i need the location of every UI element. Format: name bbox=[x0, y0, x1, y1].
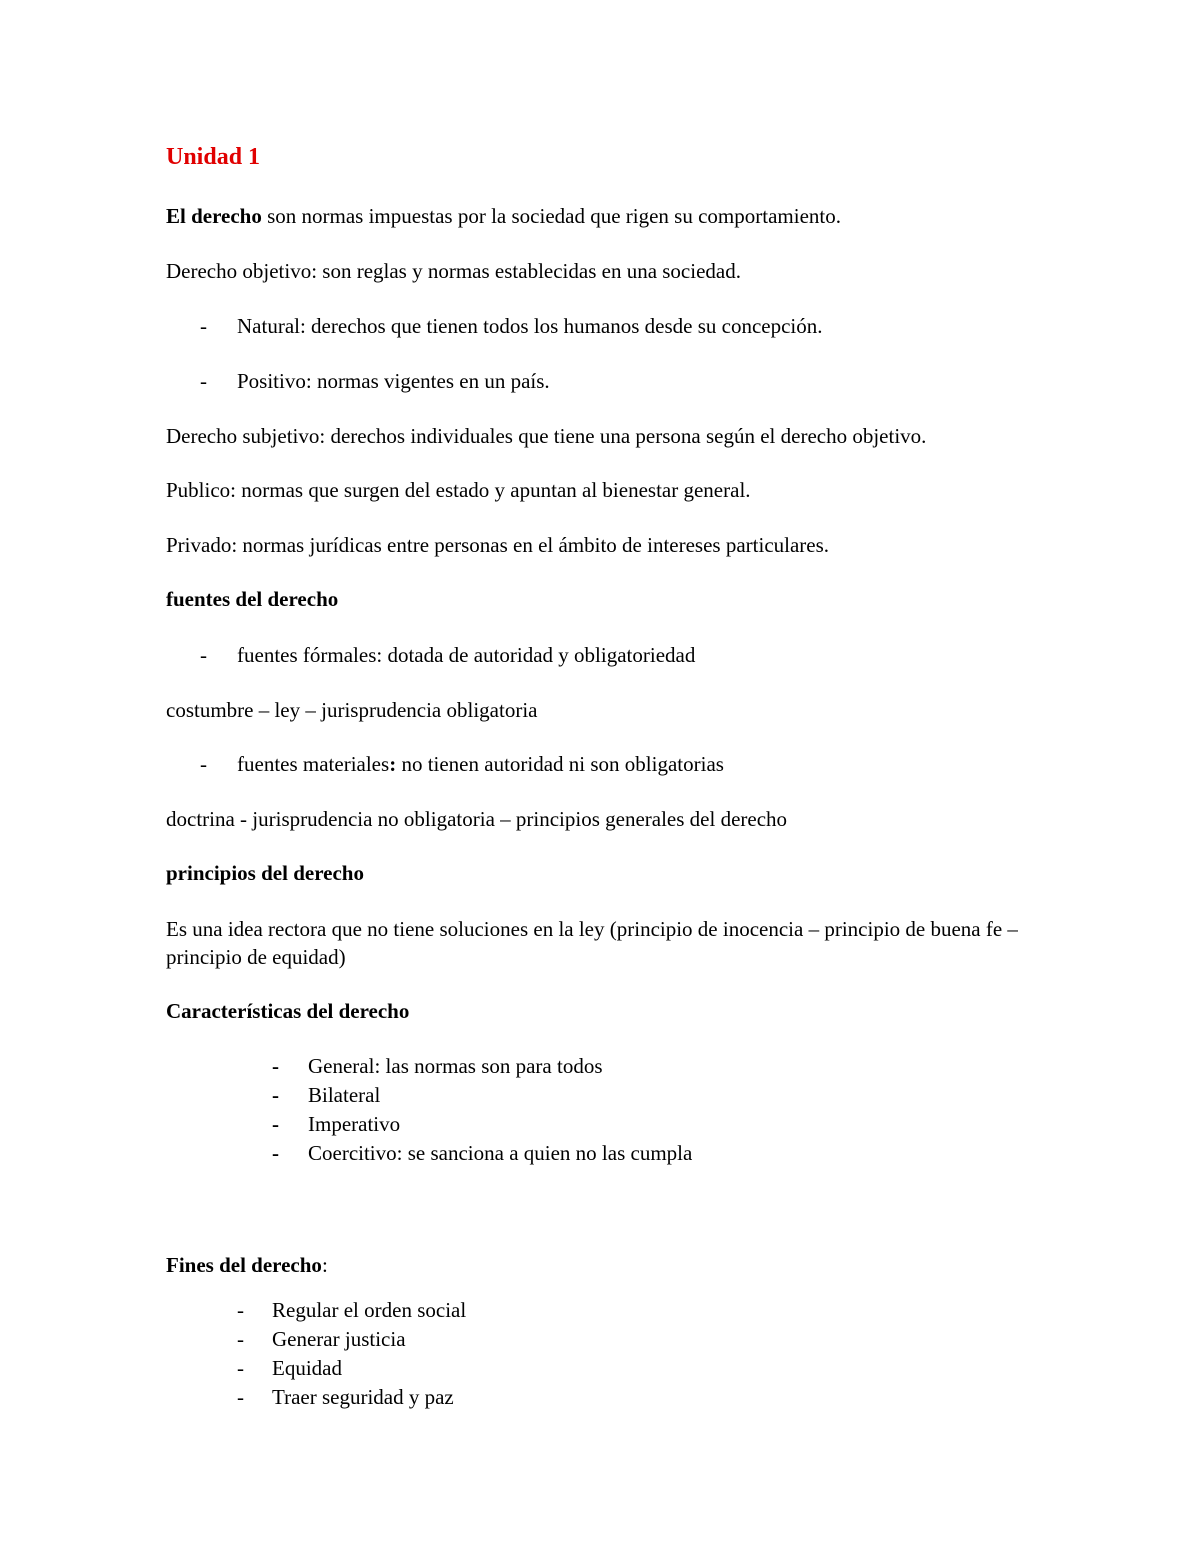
heading-fines bbox=[166, 1251, 328, 1279]
heading-fines-colon: : bbox=[321, 1253, 328, 1277]
dash-bullet: - bbox=[237, 1327, 244, 1351]
list-item-text: Imperativo bbox=[308, 1112, 401, 1136]
list-item-text: Bilateral bbox=[308, 1083, 381, 1107]
list-item-text: fuentes fórmales: dotada de autoridad y obligatoriedad bbox=[237, 643, 696, 667]
heading-caracteristicas: Características del derecho bbox=[166, 999, 410, 1023]
paragraph-publico: Publico: normas que surgen del estado y apuntan al bienestar general. bbox=[166, 478, 751, 502]
dash-bullet: - bbox=[200, 752, 207, 776]
list-item-text: Traer seguridad y paz bbox=[272, 1385, 454, 1409]
dash-bullet: - bbox=[272, 1083, 279, 1107]
dash-bullet: - bbox=[237, 1298, 244, 1322]
heading-principios: principios del derecho bbox=[166, 861, 364, 885]
dash-bullet: - bbox=[200, 643, 207, 667]
list-item-text: Regular el orden social bbox=[272, 1298, 467, 1322]
fuentes-materiales-colon: : bbox=[389, 752, 397, 776]
list-item-text: General: las normas son para todos bbox=[308, 1054, 603, 1078]
dash-bullet: - bbox=[200, 314, 207, 338]
dash-bullet: - bbox=[237, 1385, 244, 1409]
list-item-text bbox=[237, 750, 724, 778]
heading-fines-label: Fines del derecho bbox=[166, 1253, 322, 1277]
fuentes-materiales-rest: no tienen autoridad ni son obligatorias bbox=[396, 752, 724, 776]
term-el-derecho: El derecho bbox=[166, 204, 262, 228]
list-item-text: Natural: derechos que tienen todos los humanos desde su concepción. bbox=[237, 314, 823, 338]
list-item-text: Coercitivo: se sanciona a quien no las cumpla bbox=[308, 1141, 693, 1165]
page-title: Unidad 1 bbox=[166, 144, 261, 170]
dash-bullet: - bbox=[272, 1112, 279, 1136]
dash-bullet: - bbox=[200, 369, 207, 393]
dash-bullet: - bbox=[272, 1141, 279, 1165]
paragraph-derecho bbox=[166, 202, 841, 230]
list-item-text: Generar justicia bbox=[272, 1327, 406, 1351]
paragraph-derecho-objetivo: Derecho objetivo: son reglas y normas establecidas en una sociedad. bbox=[166, 259, 741, 283]
paragraph-materiales-list: doctrina - jurisprudencia no obligatoria – principios generales del derecho bbox=[166, 807, 788, 831]
fuentes-materiales-label: fuentes materiales bbox=[237, 752, 390, 776]
list-item-text: Positivo: normas vigentes en un país. bbox=[237, 369, 550, 393]
paragraph-formales-list: costumbre – ley – jurisprudencia obligatoria bbox=[166, 698, 538, 722]
definition-el-derecho: son normas impuestas por la sociedad que rigen su comportamiento. bbox=[261, 204, 841, 228]
paragraph-privado: Privado: normas jurídicas entre personas en el ámbito de intereses particulares. bbox=[166, 533, 830, 557]
paragraph-principios: Es una idea rectora que no tiene soluciones en la ley (principio de inocencia – principio de buena fe – principio de equidad) bbox=[166, 917, 1018, 969]
paragraph-derecho-subjetivo: Derecho subjetivo: derechos individuales que tiene una persona según el derecho objetivo. bbox=[166, 424, 927, 448]
heading-fuentes: fuentes del derecho bbox=[166, 587, 339, 611]
list-item-text: Equidad bbox=[272, 1356, 342, 1380]
dash-bullet: - bbox=[237, 1356, 244, 1380]
dash-bullet: - bbox=[272, 1054, 279, 1078]
